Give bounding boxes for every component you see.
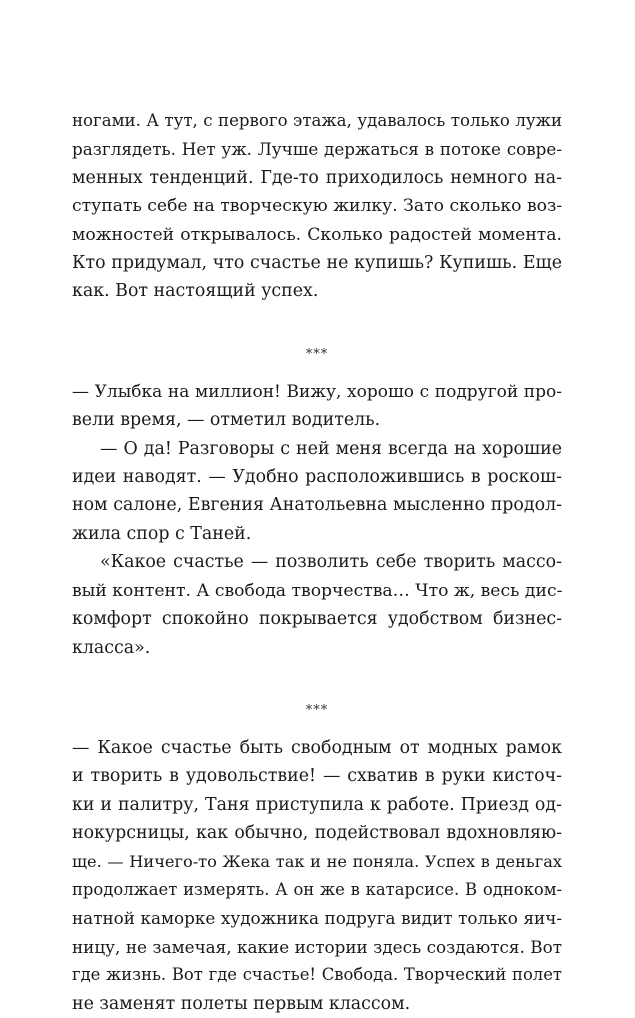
text-line: жила спор с Таней. — [72, 523, 252, 544]
text-line: вый контент. А свобода творчества… Что ж, весь дис- — [72, 580, 563, 601]
section-separator: *** — [305, 702, 329, 718]
text-line: натной каморке художника подруга видит только яич- — [72, 908, 562, 929]
text-line: и творить в удовольствие! — схватив в руки кисточ- — [72, 766, 562, 787]
text-line: идеи наводят. — Удобно расположившись в роскош- — [72, 467, 562, 488]
dialogue-section — [72, 378, 562, 662]
text-line: Кто придумал, что счастье не купишь? Купишь. Еще — [72, 253, 562, 274]
section-separator: *** — [305, 346, 329, 362]
text-line: можностей открывалось. Сколько радостей момента. — [72, 224, 562, 245]
text-line: менных тенденций. Где-то приходилось немного на- — [72, 167, 562, 188]
text-line: ницу, не замечая, какие истории здесь создаются. Вот — [72, 936, 562, 957]
text-line: разглядеть. Нет уж. Лучше держаться в потоке совре- — [72, 139, 562, 160]
text-line: — Улыбка на миллион! Вижу, хорошо с подругой про- — [72, 381, 562, 402]
paragraph-3 — [72, 734, 562, 1018]
text-line: где жизнь. Вот где счастье! Свобода. Творческий полет — [72, 965, 562, 985]
page-text — [72, 107, 562, 1018]
text-line: ногами. А тут, с первого этажа, удавалось только лужи — [72, 111, 562, 130]
text-line: ки и палитру, Таня приступила к работе. Приезд од- — [72, 794, 562, 815]
text-line: ступать себе на творческую жилку. Зато сколько воз- — [72, 196, 563, 217]
text-line: ще. — Ничего-то Жека так и не поняла. Успех в деньгах — [72, 851, 562, 871]
text-line: вели время, — отметил водитель. — [72, 410, 381, 431]
text-line: — Какое счастье быть свободным от модных рамок — [72, 737, 562, 758]
paragraph-1 — [72, 107, 562, 306]
text-line: — О да! Разговоры с ней меня всегда на хорошие — [100, 438, 562, 459]
text-line: «Какое счастье — позволить себе творить массо- — [100, 552, 562, 573]
text-line: как. Вот настоящий успех. — [72, 281, 319, 302]
text-line: продолжает измерять. А он же в катарсисе. В одноком- — [72, 879, 562, 899]
text-line: нокурсницы, как обычно, подействовал вдохновляю- — [72, 823, 562, 844]
text-line: ном салоне, Евгения Анатольевна мысленно продол- — [72, 495, 562, 516]
text-line: класса». — [72, 637, 151, 658]
text-line: комфорт спокойно покрывается удобством бизнес- — [72, 609, 562, 630]
text-line: не заменят полеты первым классом. — [72, 993, 411, 1014]
